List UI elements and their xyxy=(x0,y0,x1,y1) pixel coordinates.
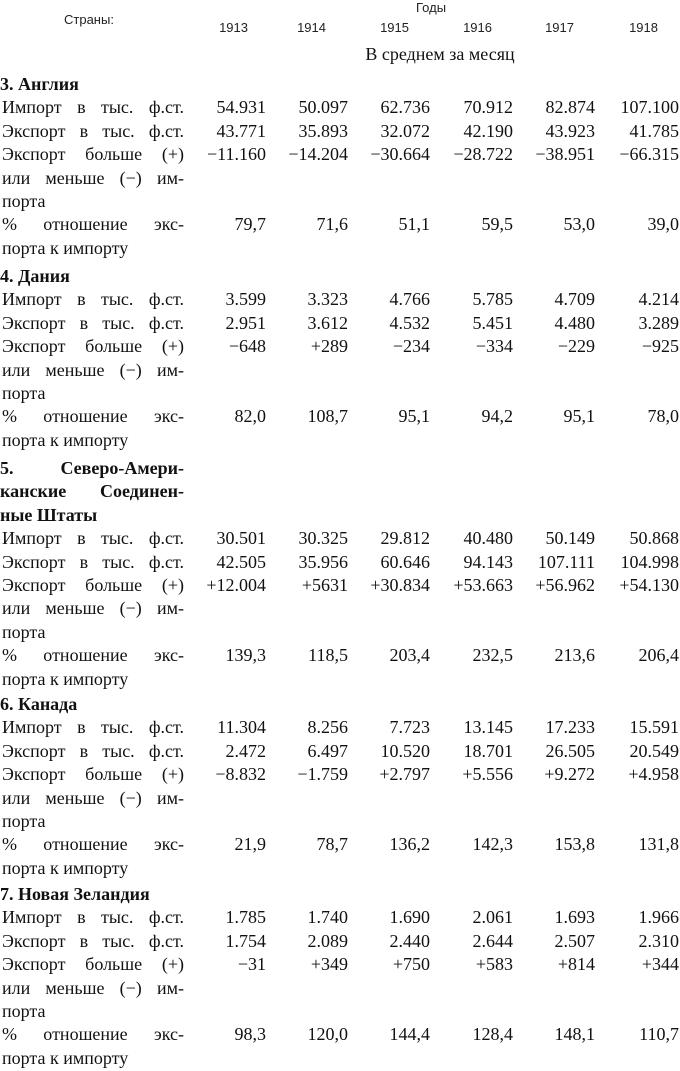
table-row xyxy=(0,645,680,668)
section-title: 5. Северо-Амери- xyxy=(0,458,184,478)
year-1915: 1915 xyxy=(380,20,409,35)
cell-1918: −66.315 xyxy=(619,144,679,165)
cell-1914: +349 xyxy=(310,954,348,975)
cell-1918: 110,7 xyxy=(639,1024,679,1045)
cell-1916: 40.480 xyxy=(463,528,513,549)
row-label: Экспорт в тыс. ф.ст. xyxy=(2,120,184,141)
row-label: Экспорт в тыс. ф.ст. xyxy=(2,312,184,333)
row-label: порта к импорту xyxy=(2,668,129,689)
section-title: канские Соединен- xyxy=(0,481,184,502)
cell-1915: 29.812 xyxy=(380,528,430,549)
cell-1916: 128,4 xyxy=(472,1024,513,1045)
cell-1915: 2.440 xyxy=(389,930,430,951)
cell-1917: 213,6 xyxy=(554,645,595,666)
cell-1915: −30.664 xyxy=(370,144,430,165)
cell-1913: 2.951 xyxy=(225,312,266,333)
row-label: порта xyxy=(2,811,46,831)
cell-1916: 232,5 xyxy=(472,645,513,666)
table-row xyxy=(0,1024,680,1047)
cell-1915: 203,4 xyxy=(389,645,430,666)
cell-1915: 136,2 xyxy=(389,834,430,855)
table-row xyxy=(0,406,680,429)
cell-1915: +750 xyxy=(392,954,430,975)
table-row xyxy=(0,191,680,214)
cell-1914: 108,7 xyxy=(307,406,348,427)
cell-1918: +54.130 xyxy=(619,575,679,595)
cell-1913: 139,3 xyxy=(225,645,266,666)
cell-1915: +2.797 xyxy=(379,764,430,785)
table-row xyxy=(0,575,680,598)
row-label: Импорт в тыс. ф.ст. xyxy=(2,97,184,118)
table-row xyxy=(0,552,680,575)
table-row xyxy=(0,811,680,834)
cell-1913: 3.599 xyxy=(225,289,266,310)
table-row xyxy=(0,954,680,977)
cell-1913: 21,9 xyxy=(234,834,266,855)
row-label: порта к импорту xyxy=(2,857,129,878)
cell-1916: 18.701 xyxy=(463,740,513,761)
row-label: порта xyxy=(2,1001,46,1021)
row-label: порта к импорту xyxy=(2,1047,129,1068)
cell-1915: 32.072 xyxy=(380,120,430,141)
table-row xyxy=(0,238,680,261)
table-row xyxy=(0,907,680,930)
years-header: Годы xyxy=(416,0,447,15)
cell-1916: 42.190 xyxy=(463,120,513,141)
cell-1915: 62.736 xyxy=(380,97,430,118)
row-label: % отношение экс- xyxy=(2,834,184,855)
row-label: Экспорт в тыс. ф.ст. xyxy=(2,930,184,951)
row-label: % отношение экс- xyxy=(2,645,184,666)
cell-1918: −925 xyxy=(641,336,679,357)
row-label: % отношение экс- xyxy=(2,214,184,235)
cell-1913: 11.304 xyxy=(217,717,266,738)
cell-1914: 35.956 xyxy=(298,551,348,572)
cell-1913: 2.472 xyxy=(225,740,266,761)
table-row xyxy=(0,168,680,191)
cell-1915: 1.690 xyxy=(389,907,430,928)
cell-1914: +5631 xyxy=(301,575,348,595)
cell-1918: +4.958 xyxy=(628,764,679,785)
row-label: % отношение экс- xyxy=(2,406,184,427)
row-label: или меньше (−) им- xyxy=(2,977,184,998)
row-label: Импорт в тыс. ф.ст. xyxy=(2,289,184,310)
row-label: Экспорт больше (+) xyxy=(2,764,184,785)
row-label: Экспорт больше (+) xyxy=(2,336,184,357)
cell-1917: 148,1 xyxy=(554,1024,595,1045)
section-title: 4. Дания xyxy=(0,266,70,286)
cell-1917: 153,8 xyxy=(554,834,595,855)
row-label: Экспорт в тыс. ф.ст. xyxy=(2,551,184,572)
row-label: порта xyxy=(2,383,46,403)
cell-1915: −234 xyxy=(392,336,430,357)
table-row xyxy=(0,834,680,857)
cell-1913: 54.931 xyxy=(216,97,266,118)
row-label: порта к импорту xyxy=(2,237,129,258)
cell-1914: 50.097 xyxy=(298,97,348,118)
table-row xyxy=(0,214,680,237)
cell-1917: 4.709 xyxy=(554,289,595,310)
table-row xyxy=(0,858,680,881)
cell-1915: 144,4 xyxy=(389,1024,430,1045)
table-row xyxy=(0,289,680,312)
table-row xyxy=(0,717,680,740)
year-1914: 1914 xyxy=(297,20,326,35)
cell-1918: 15.591 xyxy=(629,717,679,738)
table-row xyxy=(0,978,680,1001)
cell-1914: +289 xyxy=(310,336,348,357)
cell-1916: 2.061 xyxy=(472,907,513,928)
cell-1914: 71,6 xyxy=(316,214,348,235)
cell-1916: 13.145 xyxy=(463,717,513,738)
cell-1913: −8.832 xyxy=(215,764,266,785)
cell-1917: 107.111 xyxy=(537,551,595,572)
table-row xyxy=(0,313,680,336)
row-label: или меньше (−) им- xyxy=(2,598,184,619)
cell-1916: 94,2 xyxy=(481,406,513,427)
cell-1915: 4.766 xyxy=(389,289,430,310)
row-label: или меньше (−) им- xyxy=(2,359,184,380)
cell-1917: −38.951 xyxy=(535,144,595,165)
cell-1918: 41.785 xyxy=(629,120,679,141)
cell-1917: 82.874 xyxy=(545,97,595,118)
section-title: 3. Англия xyxy=(0,74,79,94)
cell-1918: 1.966 xyxy=(638,907,679,928)
year-1916: 1916 xyxy=(463,20,492,35)
cell-1914: 35.893 xyxy=(298,120,348,141)
year-1918: 1918 xyxy=(629,20,658,35)
cell-1918: 20.549 xyxy=(629,740,679,761)
table-row xyxy=(0,97,680,120)
subtitle-monthly-average: В среднем за месяц xyxy=(365,44,515,64)
cell-1913: −11.160 xyxy=(207,144,266,165)
cell-1916: 5.785 xyxy=(472,289,513,310)
cell-1915: 95,1 xyxy=(398,406,430,427)
cell-1918: +344 xyxy=(641,954,679,975)
table-row xyxy=(0,360,680,383)
cell-1913: 98,3 xyxy=(234,1024,266,1045)
cell-1917: 4.480 xyxy=(554,312,595,333)
cell-1914: 30.325 xyxy=(298,528,348,549)
cell-1918: 131,8 xyxy=(638,834,679,855)
table-row xyxy=(0,741,680,764)
table-row xyxy=(0,336,680,359)
cell-1916: 59,5 xyxy=(481,214,513,235)
cell-1918: 206,4 xyxy=(638,645,679,666)
cell-1913: −31 xyxy=(237,954,266,975)
cell-1914: 3.612 xyxy=(307,312,348,333)
table-row xyxy=(0,528,680,551)
cell-1917: +9.272 xyxy=(544,764,595,785)
table-row xyxy=(0,1001,680,1024)
cell-1916: 5.451 xyxy=(472,312,513,333)
cell-1913: 79,7 xyxy=(234,214,266,235)
cell-1914: 8.256 xyxy=(307,717,348,738)
cell-1917: 53,0 xyxy=(563,214,595,235)
cell-1917: +814 xyxy=(557,954,595,975)
countries-header: Страны: xyxy=(64,12,114,27)
row-label: Импорт в тыс. ф.ст. xyxy=(2,528,184,549)
row-label: Импорт в тыс. ф.ст. xyxy=(2,717,184,738)
cell-1917: 26.505 xyxy=(545,740,595,761)
table-row xyxy=(0,764,680,787)
row-label: порта xyxy=(2,621,46,642)
cell-1916: +583 xyxy=(475,954,513,975)
cell-1917: −229 xyxy=(557,336,595,357)
cell-1917: +56.962 xyxy=(535,575,595,595)
cell-1917: 17.233 xyxy=(545,717,595,738)
cell-1916: −28.722 xyxy=(453,144,513,165)
table-row xyxy=(0,931,680,954)
cell-1916: 94.143 xyxy=(463,551,513,572)
cell-1914: 78,7 xyxy=(316,834,348,855)
year-1917: 1917 xyxy=(545,20,574,35)
row-label: Импорт в тыс. ф.ст. xyxy=(2,907,184,928)
table-row xyxy=(0,788,680,811)
row-label: Экспорт больше (+) xyxy=(2,575,184,595)
table-row xyxy=(0,622,680,645)
cell-1918: 2.310 xyxy=(638,930,679,951)
cell-1913: 42.505 xyxy=(216,551,266,572)
cell-1918: 78,0 xyxy=(647,406,679,427)
cell-1916: 2.644 xyxy=(472,930,513,951)
cell-1916: −334 xyxy=(475,336,513,357)
row-label: Экспорт больше (+) xyxy=(2,954,184,975)
cell-1913: 82,0 xyxy=(234,406,266,427)
cell-1913: 1.785 xyxy=(225,907,266,928)
cell-1913: −648 xyxy=(228,336,266,357)
cell-1913: +12.004 xyxy=(206,575,266,595)
table-row xyxy=(0,1048,680,1071)
cell-1915: 51,1 xyxy=(398,214,430,235)
row-label: порта к импорту xyxy=(2,429,129,450)
cell-1914: 120,0 xyxy=(307,1024,348,1045)
cell-1915: 10.520 xyxy=(380,740,430,761)
cell-1917: 50.149 xyxy=(545,528,595,549)
cell-1917: 1.693 xyxy=(554,907,595,928)
row-label: Экспорт больше (+) xyxy=(2,144,184,165)
cell-1917: 43.923 xyxy=(545,120,595,141)
section-title: 7. Новая Зеландия xyxy=(0,884,150,904)
cell-1914: 3.323 xyxy=(307,289,348,310)
cell-1915: +30.834 xyxy=(370,575,430,595)
cell-1916: 70.912 xyxy=(463,97,513,118)
cell-1914: −14.204 xyxy=(288,144,348,165)
cell-1915: 60.646 xyxy=(380,551,430,572)
cell-1914: −1.759 xyxy=(297,764,348,785)
cell-1918: 107.100 xyxy=(620,97,679,118)
row-label: порта xyxy=(2,191,46,211)
table-row xyxy=(0,430,680,453)
table-row xyxy=(0,669,680,692)
cell-1914: 118,5 xyxy=(308,645,348,666)
cell-1917: 2.507 xyxy=(554,930,595,951)
cell-1914: 1.740 xyxy=(307,907,348,928)
cell-1917: 95,1 xyxy=(563,406,595,427)
table-row xyxy=(0,144,680,167)
cell-1918: 104.998 xyxy=(620,551,679,572)
cell-1916: +5.556 xyxy=(462,764,513,785)
cell-1918: 50.868 xyxy=(629,528,679,549)
row-label: или меньше (−) им- xyxy=(2,167,184,188)
cell-1915: 7.723 xyxy=(389,717,430,738)
year-1913: 1913 xyxy=(219,20,248,35)
table-row xyxy=(0,121,680,144)
cell-1915: 4.532 xyxy=(389,312,430,333)
cell-1913: 43.771 xyxy=(216,120,266,141)
row-label: или меньше (−) им- xyxy=(2,787,184,808)
cell-1914: 2.089 xyxy=(307,930,348,951)
cell-1914: 6.497 xyxy=(307,740,348,761)
section-title: 6. Канада xyxy=(0,694,78,714)
section-title: ные Штаты xyxy=(0,504,98,525)
cell-1918: 39,0 xyxy=(647,214,679,235)
cell-1913: 1.754 xyxy=(225,930,266,951)
cell-1913: 30.501 xyxy=(216,528,266,549)
table-row xyxy=(0,383,680,406)
cell-1916: 142,3 xyxy=(472,834,513,855)
row-label: % отношение экс- xyxy=(2,1024,184,1045)
cell-1918: 3.289 xyxy=(638,312,679,333)
table-row xyxy=(0,598,680,621)
row-label: Экспорт в тыс. ф.ст. xyxy=(2,740,184,761)
cell-1918: 4.214 xyxy=(638,289,679,310)
cell-1916: +53.663 xyxy=(453,575,513,595)
